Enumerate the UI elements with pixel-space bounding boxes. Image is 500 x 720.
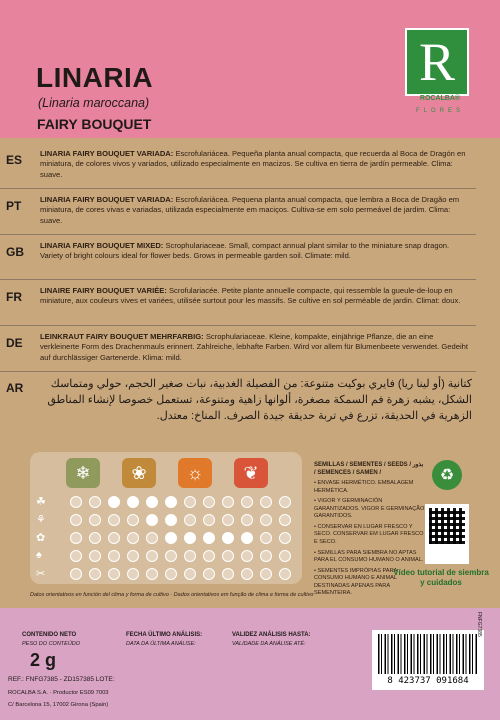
legend-item: • VIGOR Y GERMINACIÓN GARANTIZADOS. VIGOR E GERMINAÇÃO GARANTIDOS.	[314, 498, 425, 520]
calendar-month-dot	[127, 532, 139, 544]
calendar-row	[70, 495, 300, 509]
legend-title: SEMILLAS / SEMENTES / SEEDS / بذور / SEMENCES / SAMEN /	[314, 462, 424, 477]
calendar-month-dot	[127, 568, 139, 580]
sowing-icon: ☘	[36, 496, 46, 508]
calendar-month-dot	[146, 496, 158, 508]
pot-icon: ♠	[36, 549, 42, 561]
harvest-icon: ✂	[36, 568, 46, 580]
calendar-month-dot	[203, 496, 215, 508]
calendar-month-dot	[203, 568, 215, 580]
legend-item: • ENVASE HERMÉTICO. EMBALAGEM HERMÉTICA.	[314, 480, 414, 494]
calendar-month-dot	[165, 496, 177, 508]
calendar-month-dot	[260, 550, 272, 562]
calendar-month-dot	[89, 496, 101, 508]
calendar-month-dot	[89, 550, 101, 562]
calendar-month-dot	[127, 496, 139, 508]
net-content-sub: PESO DO CONTEÚDO	[22, 641, 81, 647]
calendar-month-dot	[203, 514, 215, 526]
lang-description: LEINKRAUT FAIRY BOUQUET MEHRFARBIG: Scrophulariaceae. Kleine, kompakte, einjährige Pflanze, die an eine verkleinerte Form des Drachenmauls erinnert. Zahlreiche, lebhafte Farben. Wird vor allem für Blumenbeete verwendet. Gedeiht auf durchlässiger Gartenerde. Klima: mild.	[40, 332, 468, 362]
analysis-date-sub: DATA DA ÚLTIMA ANÁLISE:	[126, 641, 196, 647]
divider	[0, 371, 476, 372]
calendar-month-dot	[279, 496, 291, 508]
calendar-month-dot	[260, 514, 272, 526]
calendar-month-dot	[89, 514, 101, 526]
analysis-date-label: FECHA ÚLTIMO ANÁLISIS:	[126, 632, 203, 638]
divider	[0, 188, 476, 189]
calendar-row	[70, 513, 300, 527]
calendar-month-dot	[279, 532, 291, 544]
calendar-month-dot	[108, 514, 120, 526]
calendar-month-dot	[70, 532, 82, 544]
producer-address: C/ Barcelona 15, 17002 Girona (Spain)	[8, 702, 109, 708]
divider	[0, 234, 476, 235]
calendar-month-dot	[203, 532, 215, 544]
legend-item: • SEMILLAS PARA SIEMBRA NO APTAS PARA EL CONSUMO HUMANO O ANIMAL.	[314, 549, 424, 564]
validity-sub: VALIDADE DA ANÁLISE ATÉ:	[232, 641, 306, 647]
calendar-month-dot	[184, 532, 196, 544]
calendar-month-dot	[165, 550, 177, 562]
barcode	[372, 630, 484, 690]
calendar-month-dot	[165, 532, 177, 544]
validity-label: VALIDEZ ANÁLISIS HASTA:	[232, 632, 311, 638]
lang-description-ar: كتانية (أو لينا ريا) فايري بوكيت متنوعة: من الفصيلة الغدبية، نبات صغير الحجم، حولي ومتماسك الشكل، يشبه زهرة فم السمكة مصغرة، ألوانها زاهية ومتنوعة، تستعمل خصوصا لإنشاء المناطق الزهرية في الحديقة، تزرع في تربة حديقة جيدة الصرف. المناخ: معتدل.	[47, 378, 472, 422]
lang-description: LINARIA FAIRY BOUQUET VARIADA: Escrofulariácea. Pequena planta anual compacta, que lembra a Boca de Dragão em miniatura, de cores vivas e variadas, utilizada especialmente em maciços. Cultiva-se em solo permeável de jardim. Clima: suave.	[40, 195, 460, 225]
latin-name: (Linaria maroccana)	[38, 96, 150, 110]
recycle-icon: ♻	[432, 460, 462, 490]
calendar-month-dot	[279, 550, 291, 562]
calendar-month-dot	[260, 532, 272, 544]
page-title: LINARIA	[36, 62, 154, 93]
calendar-month-dot	[222, 568, 234, 580]
calendar-month-dot	[184, 550, 196, 562]
calendar-row	[70, 531, 300, 545]
flower-icon: ✿	[36, 532, 46, 544]
calendar-month-dot	[108, 550, 120, 562]
calendar-month-dot	[222, 532, 234, 544]
legend-item: • CONSERVAR EN LUGAR FRESCO Y SECO. CONSERVAR EM LUGAR FRESCO E SECO.	[314, 523, 424, 546]
reference-number: REF.: FNFG7385 - ZD157385 LOTE:	[8, 676, 115, 683]
calendar-month-dot	[260, 496, 272, 508]
lang-code: DE	[6, 336, 23, 350]
calendar-month-dot	[222, 496, 234, 508]
calendar-month-dot	[108, 568, 120, 580]
variety-name: FAIRY BOUQUET	[37, 116, 152, 132]
seed-icon: ❀	[122, 458, 156, 488]
calendar-month-dot	[146, 532, 158, 544]
calendar-month-dot	[70, 568, 82, 580]
calendar-month-dot	[241, 514, 253, 526]
calendar-month-dot	[165, 514, 177, 526]
calendar-month-dot	[260, 568, 272, 580]
calendar-month-dot	[222, 514, 234, 526]
lang-description: LINARIA FAIRY BOUQUET MIXED: Scrophulariaceae. Small, compact annual plant similar to the miniature snap dragon. Variety of bright colours ideal for flower beds. Grows in permeable garden soil. Climate: mild.	[40, 241, 450, 261]
leaf-icon: ❦	[234, 458, 268, 488]
legend-item: • SEMENTES IMPRÓPIAS PARA CONSUMO HUMANO E ANIMAL DESTINADAS APENAS PARA SEMENTEIRA.	[314, 567, 397, 597]
calendar-month-dot	[146, 514, 158, 526]
calendar-month-dot	[127, 514, 139, 526]
net-content-label: CONTENIDO NETO	[22, 632, 77, 638]
calendar-month-dot	[184, 496, 196, 508]
calendar-month-dot	[127, 550, 139, 562]
transplant-icon: ⚘	[36, 514, 46, 526]
calendar-month-dot	[108, 496, 120, 508]
brand-subtitle: FLORES	[415, 108, 464, 114]
net-weight-value: 2 g	[30, 650, 57, 670]
snowflake-icon: ❄	[66, 458, 100, 488]
calendar-month-dot	[222, 550, 234, 562]
calendar-month-dot	[241, 496, 253, 508]
calendar-month-dot	[89, 568, 101, 580]
divider	[0, 279, 476, 280]
barcode-number: 8 423737 091684	[387, 676, 469, 686]
brand-logo	[405, 28, 469, 96]
lang-code: PT	[6, 199, 22, 213]
calendar-month-dot	[241, 532, 253, 544]
calendar-month-dot	[184, 514, 196, 526]
calendar-row	[70, 549, 300, 563]
calendar-month-dot	[241, 550, 253, 562]
lang-code: FR	[6, 290, 22, 304]
calendar-disclaimer: Datos orientativos en función del clima y forma de cultivo · Dados orientativos em função de clima e forma de cultivo	[30, 592, 314, 598]
calendar-month-dot	[203, 550, 215, 562]
qr-code[interactable]	[425, 504, 469, 564]
logo-letter: R	[418, 32, 456, 92]
calendar-month-dot	[70, 514, 82, 526]
calendar-month-dot	[108, 532, 120, 544]
lang-code: ES	[6, 153, 23, 167]
barcode-bars	[378, 634, 478, 674]
calendar-month-dot	[89, 532, 101, 544]
video-tutorial-link[interactable]: Vídeo tutorial de siembra y cuidados	[393, 568, 489, 587]
calendar-month-dot	[165, 568, 177, 580]
calendar-month-dot	[279, 568, 291, 580]
producer-info: ROCALBA S.A. · Productor ES09 7003	[8, 690, 109, 696]
lang-description: LINARIA FAIRY BOUQUET VARIADA: Escrofulariácea. Pequeña planta anual compacta, que recuerda al Boca de Dragón en miniatura, de colores vivos y variados, utilizado especialmente en macizos. Se cultiva en tierra de jardín permeable. Clima: suave.	[40, 149, 466, 179]
calendar-month-dot	[70, 496, 82, 508]
calendar-month-dot	[146, 568, 158, 580]
calendar-row	[70, 567, 300, 581]
calendar-month-dot	[184, 568, 196, 580]
brand-name: ROCALBA®	[419, 95, 461, 102]
lang-code-ar: AR	[6, 381, 24, 395]
lang-description: LINAIRE FAIRY BOUQUET VARIÉE: Scrofulariacée. Petite plante annuelle compacte, qui ressemble la gueule-de-loup en miniature, aux couleurs vives et variées, utilisée surtout pour les massifs. Se cultive en sol perméable de jardin. Climat: doux.	[40, 286, 461, 306]
sun-icon: ☼	[178, 458, 212, 488]
calendar-month-dot	[241, 568, 253, 580]
calendar-month-dot	[146, 550, 158, 562]
lang-code: GB	[6, 245, 24, 259]
divider	[0, 325, 476, 326]
side-code: FNFG7385	[476, 612, 482, 637]
calendar-month-dot	[70, 550, 82, 562]
calendar-month-dot	[279, 514, 291, 526]
